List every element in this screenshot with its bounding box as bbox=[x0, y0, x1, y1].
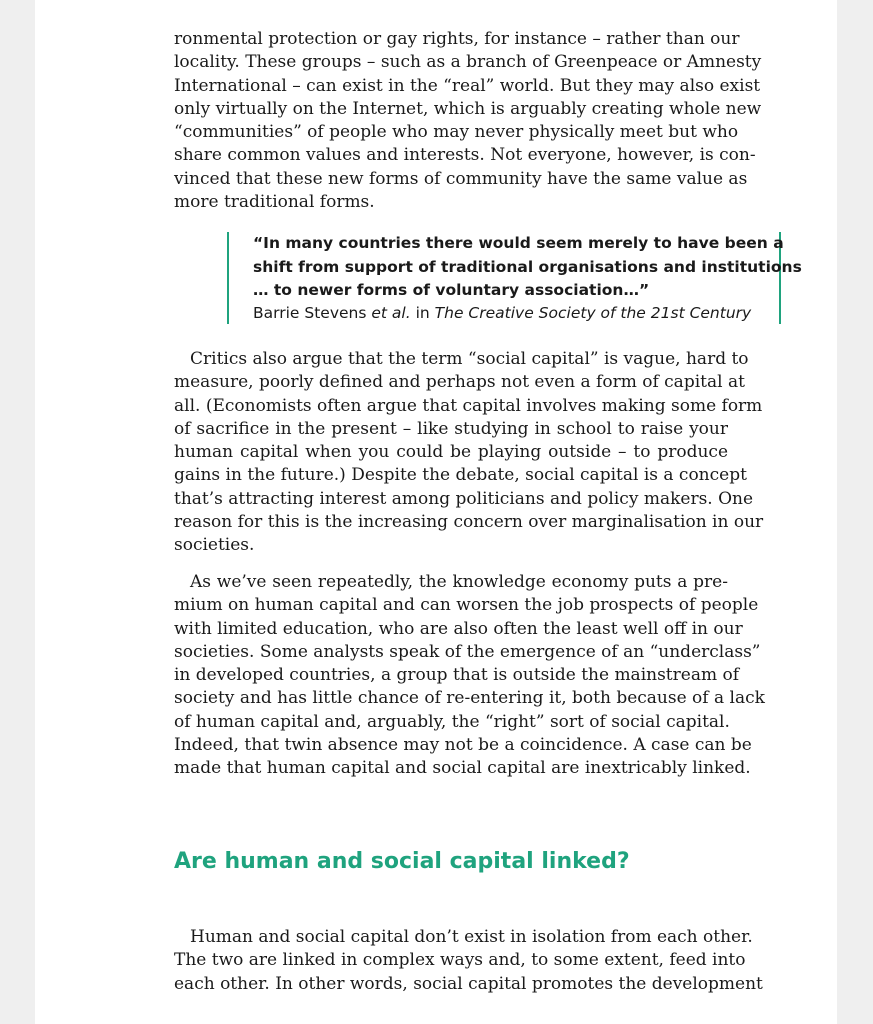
paragraph-line: all. (Economists often argue that capital involves making some form bbox=[174, 395, 763, 416]
paragraph-line: locality. These groups – such as a branch of Greenpeace or Amnesty bbox=[174, 52, 762, 73]
paragraph-3 bbox=[174, 571, 765, 781]
paragraph-line: more traditional forms. bbox=[174, 192, 375, 213]
paragraph-line: As we’ve seen repeatedly, the knowledge economy puts a pre- bbox=[190, 572, 728, 592]
quote-line: “In many countries there would seem merely to have been a bbox=[253, 234, 784, 252]
quote-author-suffix: et al. bbox=[371, 304, 411, 322]
paragraph-line: only virtually on the Internet, which is arguably creating whole new bbox=[174, 98, 762, 119]
paragraph-line: each other. In other words, social capital promotes the development bbox=[174, 973, 763, 994]
quote-connector: in bbox=[415, 304, 430, 322]
paragraph-line: Indeed, that twin absence may not be a coincidence. A case can be bbox=[174, 735, 752, 756]
paragraph-line: made that human capital and social capital are inextricably linked. bbox=[174, 758, 751, 779]
paragraph-line: gains in the future.) Despite the debate, social capital is a concept bbox=[174, 465, 747, 486]
quote-line: … to newer forms of voluntary association…” bbox=[253, 281, 650, 299]
paragraph-line: ronmental protection or gay rights, for instance – rather than our bbox=[174, 29, 740, 49]
paragraph-line: mium on human capital and can worsen the job prospects of people bbox=[174, 595, 759, 616]
paragraph-line: Critics also argue that the term “social capital” is vague, hard to bbox=[190, 349, 749, 369]
paragraph-line: The two are linked in complex ways and, to some extent, feed into bbox=[174, 950, 746, 971]
quote-author: Barrie Stevens bbox=[253, 304, 367, 322]
document-page bbox=[35, 0, 837, 1024]
quote-work-title: The Creative Society of the 21st Century bbox=[434, 304, 752, 322]
quote-line: shift from support of traditional organisations and institutions bbox=[253, 257, 802, 276]
paragraph-line: with limited education, who are also often the least well off in our bbox=[174, 618, 743, 639]
paragraph-line: share common values and interests. Not everyone, however, is con- bbox=[174, 145, 756, 166]
quote-attribution bbox=[253, 302, 751, 324]
paragraph-line: of human capital and, arguably, the “right” sort of social capital. bbox=[174, 711, 730, 732]
paragraph-line: of sacrifice in the present – like studying in school to raise your bbox=[174, 418, 728, 439]
paragraph-line: that’s attracting interest among politicians and policy makers. One bbox=[174, 488, 754, 509]
paragraph-line: human capital when you could be playing outside – to produce bbox=[174, 442, 728, 463]
section-heading: Are human and social capital linked? bbox=[174, 849, 630, 874]
paragraph-4 bbox=[174, 926, 763, 996]
paragraph-line: International – can exist in the “real” world. But they may also exist bbox=[174, 75, 761, 96]
paragraph-line: vinced that these new forms of community have the same value as bbox=[174, 168, 748, 189]
pull-quote bbox=[227, 232, 802, 324]
paragraph-line: Human and social capital don’t exist in isolation from each other. bbox=[190, 927, 753, 947]
paragraph-line: measure, poorly defined and perhaps not even a form of capital at bbox=[174, 372, 745, 393]
paragraph-2 bbox=[174, 348, 764, 558]
paragraph-line: societies. bbox=[174, 535, 255, 556]
paragraph-line: society and has little chance of re-entering it, both because of a lack bbox=[174, 688, 765, 709]
paragraph-line: reason for this is the increasing concern over marginalisation in our bbox=[174, 512, 764, 533]
paragraph-line: “communities” of people who may never physically meet but who bbox=[174, 122, 739, 143]
quote-text bbox=[253, 232, 802, 303]
paragraph-line: in developed countries, a group that is outside the mainstream of bbox=[174, 665, 740, 686]
paragraph-1 bbox=[174, 28, 762, 214]
paragraph-line: societies. Some analysts speak of the emergence of an “underclass” bbox=[174, 641, 761, 662]
